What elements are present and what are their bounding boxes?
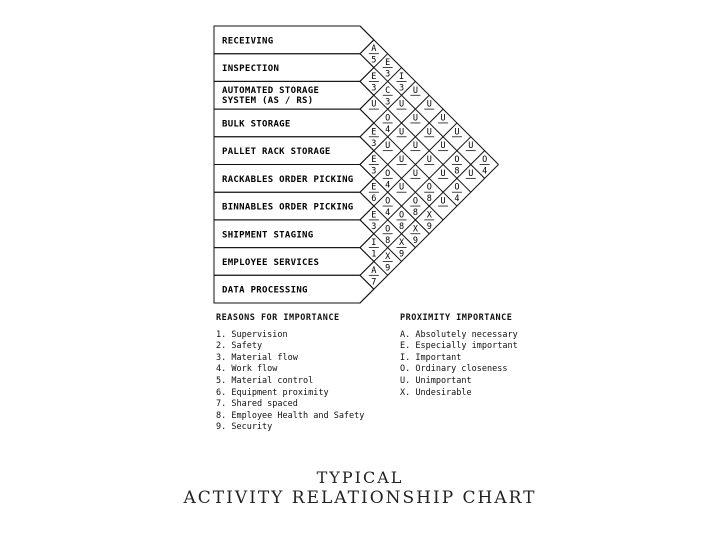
relationship-code: U — [398, 127, 405, 138]
relationship-code: E — [371, 182, 377, 193]
relationship-reason: 7 — [371, 277, 377, 288]
relationship-code: U — [412, 141, 418, 152]
relationship-code: U — [385, 141, 391, 152]
relationship-code: O — [385, 113, 391, 124]
relationship-code: U — [468, 168, 474, 179]
relationship-code: O — [385, 224, 391, 235]
reason-item: 1. Supervision — [216, 329, 288, 340]
activity-label: PALLET RACK STORAGE — [222, 147, 331, 158]
proximity-item: X. Undesirable — [400, 387, 472, 398]
relationship-code: I — [398, 71, 405, 82]
relationship-code: A — [371, 265, 377, 276]
proximity-item: A. Absolutely necessary — [400, 329, 518, 340]
relationship-code: U — [426, 99, 432, 110]
activity-label: INSPECTION — [222, 64, 280, 75]
relationship-code: U — [454, 127, 460, 138]
grid-line — [360, 54, 488, 179]
relationship-code: O — [482, 155, 488, 165]
reason-item: 4. Work flow — [216, 364, 278, 375]
relationship-code: X — [385, 251, 391, 262]
relationship-code: I — [371, 238, 377, 249]
relationship-reason: 1 — [371, 249, 377, 260]
relationship-reason: 8 — [412, 208, 418, 219]
relationship-code: U — [440, 168, 446, 179]
relationship-reason: 4 — [482, 166, 488, 177]
relationship-code: O — [426, 182, 432, 193]
activity-label: BULK STORAGE — [222, 119, 291, 130]
relationship-code: O — [385, 196, 391, 207]
relationship-code: E — [371, 210, 377, 221]
reason-item: 8. Employee Health and Safety — [216, 410, 365, 421]
relationship-code: A — [371, 44, 377, 55]
caption-line-1: TYPICAL — [316, 468, 404, 487]
relationship-code: U — [440, 141, 446, 152]
relationship-reason: 4 — [454, 194, 460, 205]
relationship-code: U — [426, 127, 432, 138]
relationship-code: U — [412, 113, 418, 124]
relationship-reason: 3 — [371, 221, 377, 232]
relationship-code: U — [371, 99, 377, 110]
relationship-code: O — [385, 168, 391, 179]
relationship-code: U — [398, 99, 405, 110]
relationship-code: U — [426, 155, 432, 165]
relationship-code: U — [412, 168, 418, 179]
relationship-reason: 9 — [412, 235, 418, 246]
activity-label: AUTOMATED STORAGE — [222, 85, 320, 96]
relationship-reason: 3 — [385, 69, 391, 80]
proximity-item: O. Ordinary closeness — [400, 364, 508, 375]
relationship-code: U — [440, 113, 446, 124]
reason-item: 7. Shared spaced — [216, 399, 298, 410]
caption-line-2: ACTIVITY RELATIONSHIP CHART — [183, 488, 537, 508]
reason-item: 6. Equipment proximity — [216, 387, 329, 398]
activity-label: RECEIVING — [222, 36, 274, 47]
proximity-item: E. Especially important — [400, 341, 518, 352]
activity-label: SHIPMENT STAGING — [222, 230, 314, 241]
relationship-reason: 8 — [426, 194, 432, 205]
activity-label: EMPLOYEE SERVICES — [222, 257, 320, 268]
relationship-reason: 3 — [371, 83, 377, 94]
proximity-item: I. Important — [400, 352, 462, 363]
relationship-code: E — [371, 127, 377, 138]
activity-label: RACKABLES ORDER PICKING — [222, 174, 354, 185]
relationship-code: U — [398, 155, 405, 165]
relationship-code: U — [468, 141, 474, 152]
relationship-code: O — [398, 210, 405, 221]
proximity-legend — [400, 313, 550, 399]
relationship-code: O — [454, 155, 460, 165]
relationship-reason: 3 — [385, 97, 391, 108]
activity-label: BINNABLES ORDER PICKING — [222, 202, 354, 213]
relationship-reason: 5 — [371, 55, 377, 66]
reasons-legend — [216, 313, 396, 434]
relationship-reason: 8 — [385, 235, 391, 246]
reason-item: 9. Security — [216, 422, 273, 433]
relationship-code: O — [412, 196, 418, 207]
proximity-title: PROXIMITY IMPORTANCE — [400, 313, 513, 323]
reasons-title: REASONS FOR IMPORTANCE — [216, 313, 340, 323]
relationship-reason: 8 — [398, 221, 405, 232]
relationship-code: U — [412, 85, 418, 96]
reason-item: 2. Safety — [216, 341, 263, 352]
relationship-reason: 4 — [385, 208, 391, 219]
relationship-reason: 8 — [454, 166, 460, 177]
relationship-reason: 4 — [385, 180, 391, 191]
activity-label: DATA PROCESSING — [222, 285, 308, 296]
relationship-code: X — [398, 238, 405, 249]
relationship-code: X — [412, 224, 418, 235]
relationship-reason: 3 — [398, 83, 405, 94]
proximity-item: U. Unimportant — [400, 375, 472, 386]
activity-label: SYSTEM (AS / RS) — [222, 95, 314, 106]
relationship-reason: 9 — [426, 221, 432, 232]
relationship-code: E — [385, 58, 391, 69]
reason-item: 5. Material control — [216, 375, 314, 386]
relationship-code: E — [371, 71, 377, 82]
relationship-code: X — [426, 210, 432, 221]
relationship-code: O — [454, 182, 460, 193]
relationship-reason: 3 — [371, 166, 377, 177]
relationship-reason: 6 — [371, 194, 377, 205]
relationship-reason: 3 — [371, 138, 377, 149]
relationship-code: C — [385, 85, 391, 96]
reason-item: 3. Material flow — [216, 352, 298, 363]
relationship-code: U — [398, 182, 405, 193]
grid-line — [360, 151, 488, 276]
relationship-code: E — [371, 155, 377, 165]
relationship-reason: 9 — [398, 249, 405, 260]
relationship-reason: 4 — [385, 124, 391, 135]
relationship-reason: 9 — [385, 263, 391, 274]
relationship-code: U — [440, 196, 446, 207]
